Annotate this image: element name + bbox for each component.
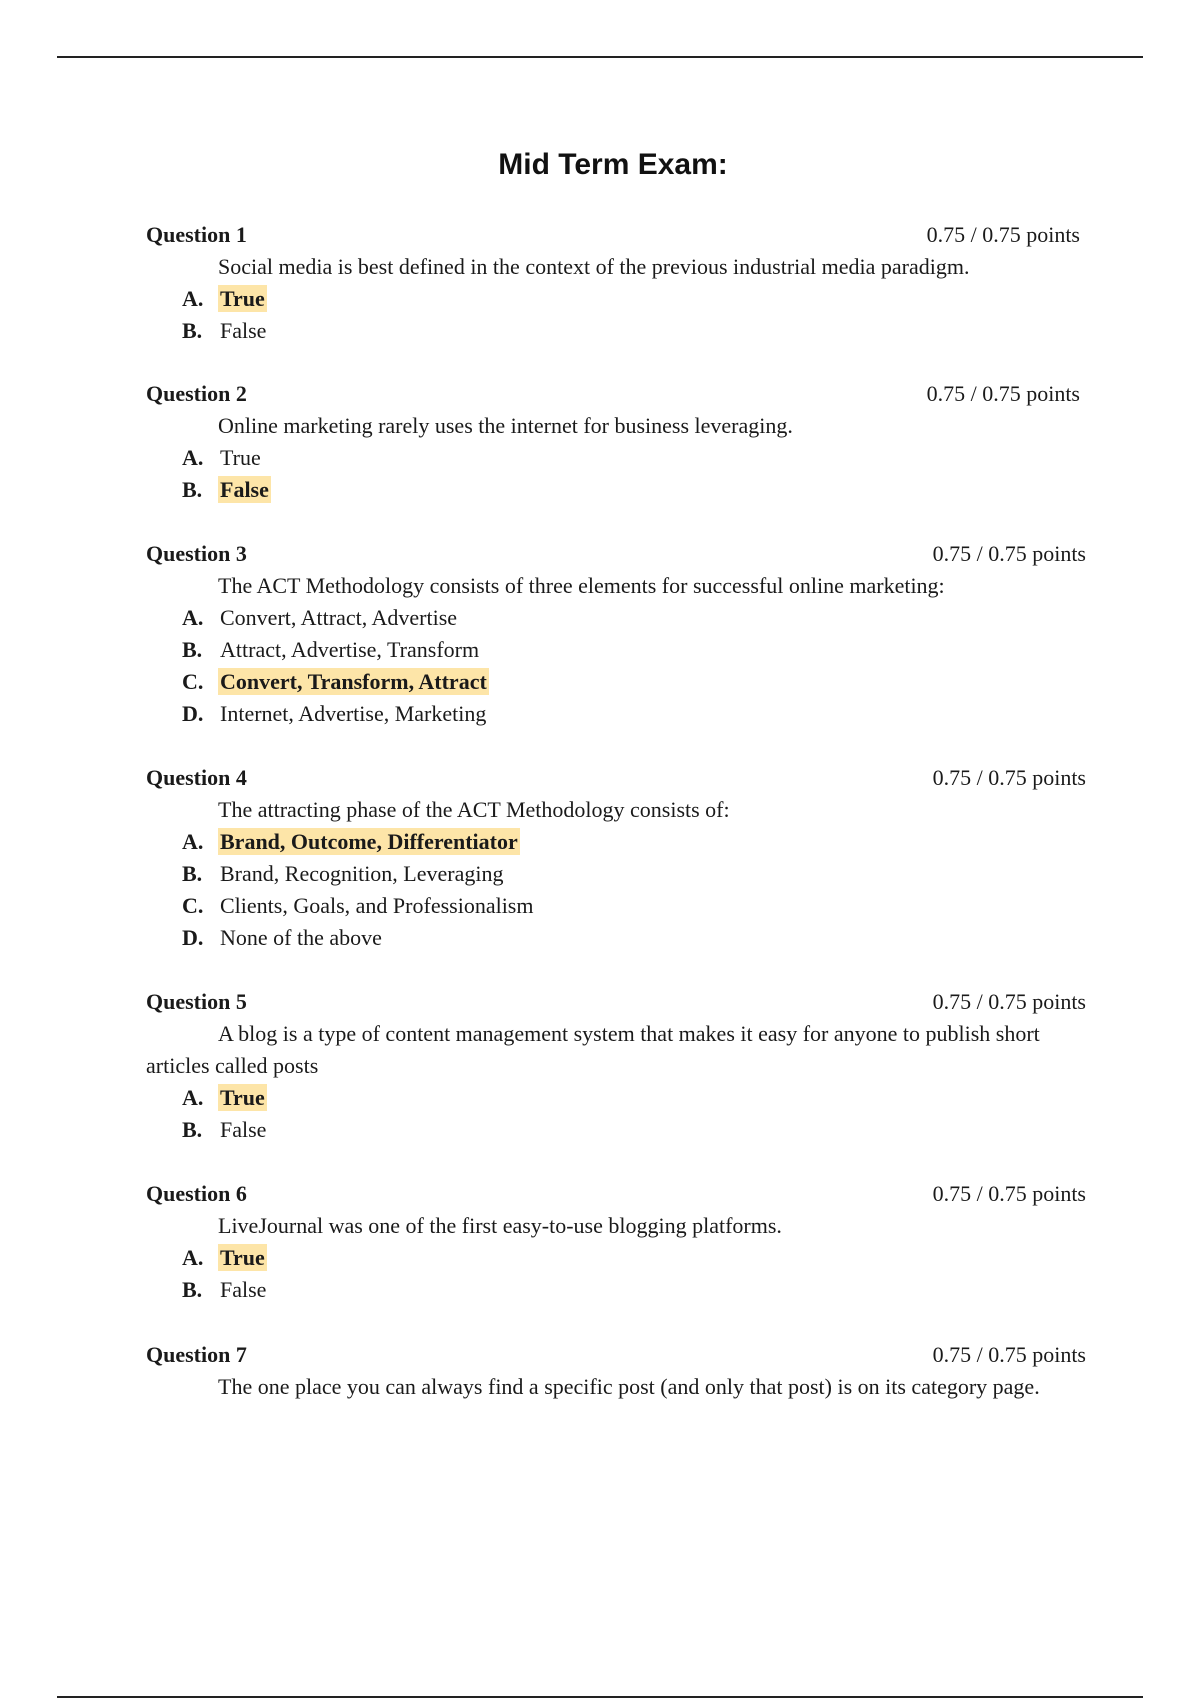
option-a[interactable]: [146, 1082, 1086, 1114]
option-letter: A.: [182, 1085, 204, 1110]
question-points: 0.75 / 0.75 points: [932, 765, 1086, 790]
option-letter: C.: [182, 893, 204, 918]
option-letter: A.: [182, 605, 204, 630]
option-text: Brand, Recognition, Leveraging: [220, 861, 504, 886]
question-points: 0.75 / 0.75 points: [932, 1342, 1086, 1367]
option-letter: B.: [182, 1277, 203, 1302]
question-points: 0.75 / 0.75 points: [926, 222, 1080, 247]
question-7: [146, 1339, 1086, 1403]
option-letter: A.: [182, 286, 204, 311]
question-label: Question 6: [146, 1181, 247, 1206]
option-letter: B.: [182, 637, 203, 662]
option-letter: C.: [182, 669, 204, 694]
top-rule: [57, 56, 1143, 58]
question-points: 0.75 / 0.75 points: [932, 541, 1086, 566]
option-c[interactable]: [146, 666, 1086, 698]
option-text: None of the above: [220, 925, 382, 950]
option-text: True: [220, 1085, 265, 1110]
question-label: Question 7: [146, 1342, 247, 1367]
question-5: [146, 986, 1086, 1146]
question-text: A blog is a type of content management system that makes it easy for anyone to publish short articles called posts: [146, 1021, 1040, 1078]
question-header: [146, 1339, 1086, 1371]
question-header: [146, 378, 1086, 410]
option-letter: D.: [182, 701, 204, 726]
question-header: [146, 762, 1086, 794]
option-letter: B.: [182, 1117, 203, 1142]
bottom-rule: [57, 1696, 1143, 1698]
option-letter: B.: [182, 318, 203, 343]
option-text: Convert, Attract, Advertise: [220, 605, 458, 630]
option-b[interactable]: [146, 315, 1086, 347]
question-4: [146, 762, 1086, 954]
option-letter: A.: [182, 445, 204, 470]
option-letter: B.: [182, 861, 203, 886]
question-header: [146, 219, 1086, 251]
option-text: True: [220, 286, 265, 311]
question-text: The one place you can always find a specific post (and only that post) is on its category page.: [218, 1374, 1040, 1399]
option-a[interactable]: [146, 442, 1086, 474]
question-6: [146, 1178, 1086, 1306]
page-title: Mid Term Exam:: [498, 148, 728, 181]
option-a[interactable]: [146, 826, 1086, 858]
option-text: False: [220, 318, 267, 343]
option-text: Clients, Goals, and Professionalism: [220, 893, 534, 918]
question-label: Question 4: [146, 765, 247, 790]
question-label: Question 5: [146, 989, 247, 1014]
answer-options: [146, 442, 1086, 506]
option-text: True: [220, 1245, 265, 1270]
option-d[interactable]: [146, 698, 1086, 730]
option-text: Internet, Advertise, Marketing: [220, 701, 487, 726]
option-b[interactable]: [146, 1114, 1086, 1146]
option-a[interactable]: [146, 602, 1086, 634]
question-text: LiveJournal was one of the first easy-to-use blogging platforms.: [218, 1213, 782, 1238]
question-2: [146, 378, 1086, 506]
option-b[interactable]: [146, 1274, 1086, 1306]
option-text: False: [220, 477, 269, 502]
question-header: [146, 538, 1086, 570]
question-text: The ACT Methodology consists of three elements for successful online marketing:: [218, 573, 945, 598]
answer-options: [146, 826, 1086, 954]
option-text: Brand, Outcome, Differentiator: [220, 829, 518, 854]
option-d[interactable]: [146, 922, 1086, 954]
option-text: True: [220, 445, 261, 470]
question-points: 0.75 / 0.75 points: [932, 1181, 1086, 1206]
question-header: [146, 986, 1086, 1018]
question-3: [146, 538, 1086, 730]
option-b[interactable]: [146, 474, 1086, 506]
answer-options: [146, 283, 1086, 347]
answer-options: [146, 1082, 1086, 1146]
question-header: [146, 1178, 1086, 1210]
option-letter: B.: [182, 477, 203, 502]
option-text: Attract, Advertise, Transform: [220, 637, 480, 662]
answer-options: [146, 602, 1086, 730]
option-letter: A.: [182, 1245, 204, 1270]
question-text: Social media is best defined in the context of the previous industrial media paradigm.: [218, 254, 970, 279]
question-1: [146, 219, 1086, 347]
option-b[interactable]: [146, 858, 1086, 890]
option-letter: D.: [182, 925, 204, 950]
option-c[interactable]: [146, 890, 1086, 922]
question-text: The attracting phase of the ACT Methodology consists of:: [218, 797, 730, 822]
question-text: Online marketing rarely uses the internet for business leveraging.: [218, 413, 793, 438]
question-points: 0.75 / 0.75 points: [932, 989, 1086, 1014]
option-text: False: [220, 1277, 267, 1302]
question-label: Question 3: [146, 541, 247, 566]
option-text: Convert, Transform, Attract: [220, 669, 487, 694]
question-label: Question 1: [146, 222, 247, 247]
option-letter: A.: [182, 829, 204, 854]
question-label: Question 2: [146, 381, 247, 406]
option-b[interactable]: [146, 634, 1086, 666]
option-a[interactable]: [146, 1242, 1086, 1274]
answer-options: [146, 1242, 1086, 1306]
option-text: False: [220, 1117, 267, 1142]
question-points: 0.75 / 0.75 points: [926, 381, 1080, 406]
option-a[interactable]: [146, 283, 1086, 315]
